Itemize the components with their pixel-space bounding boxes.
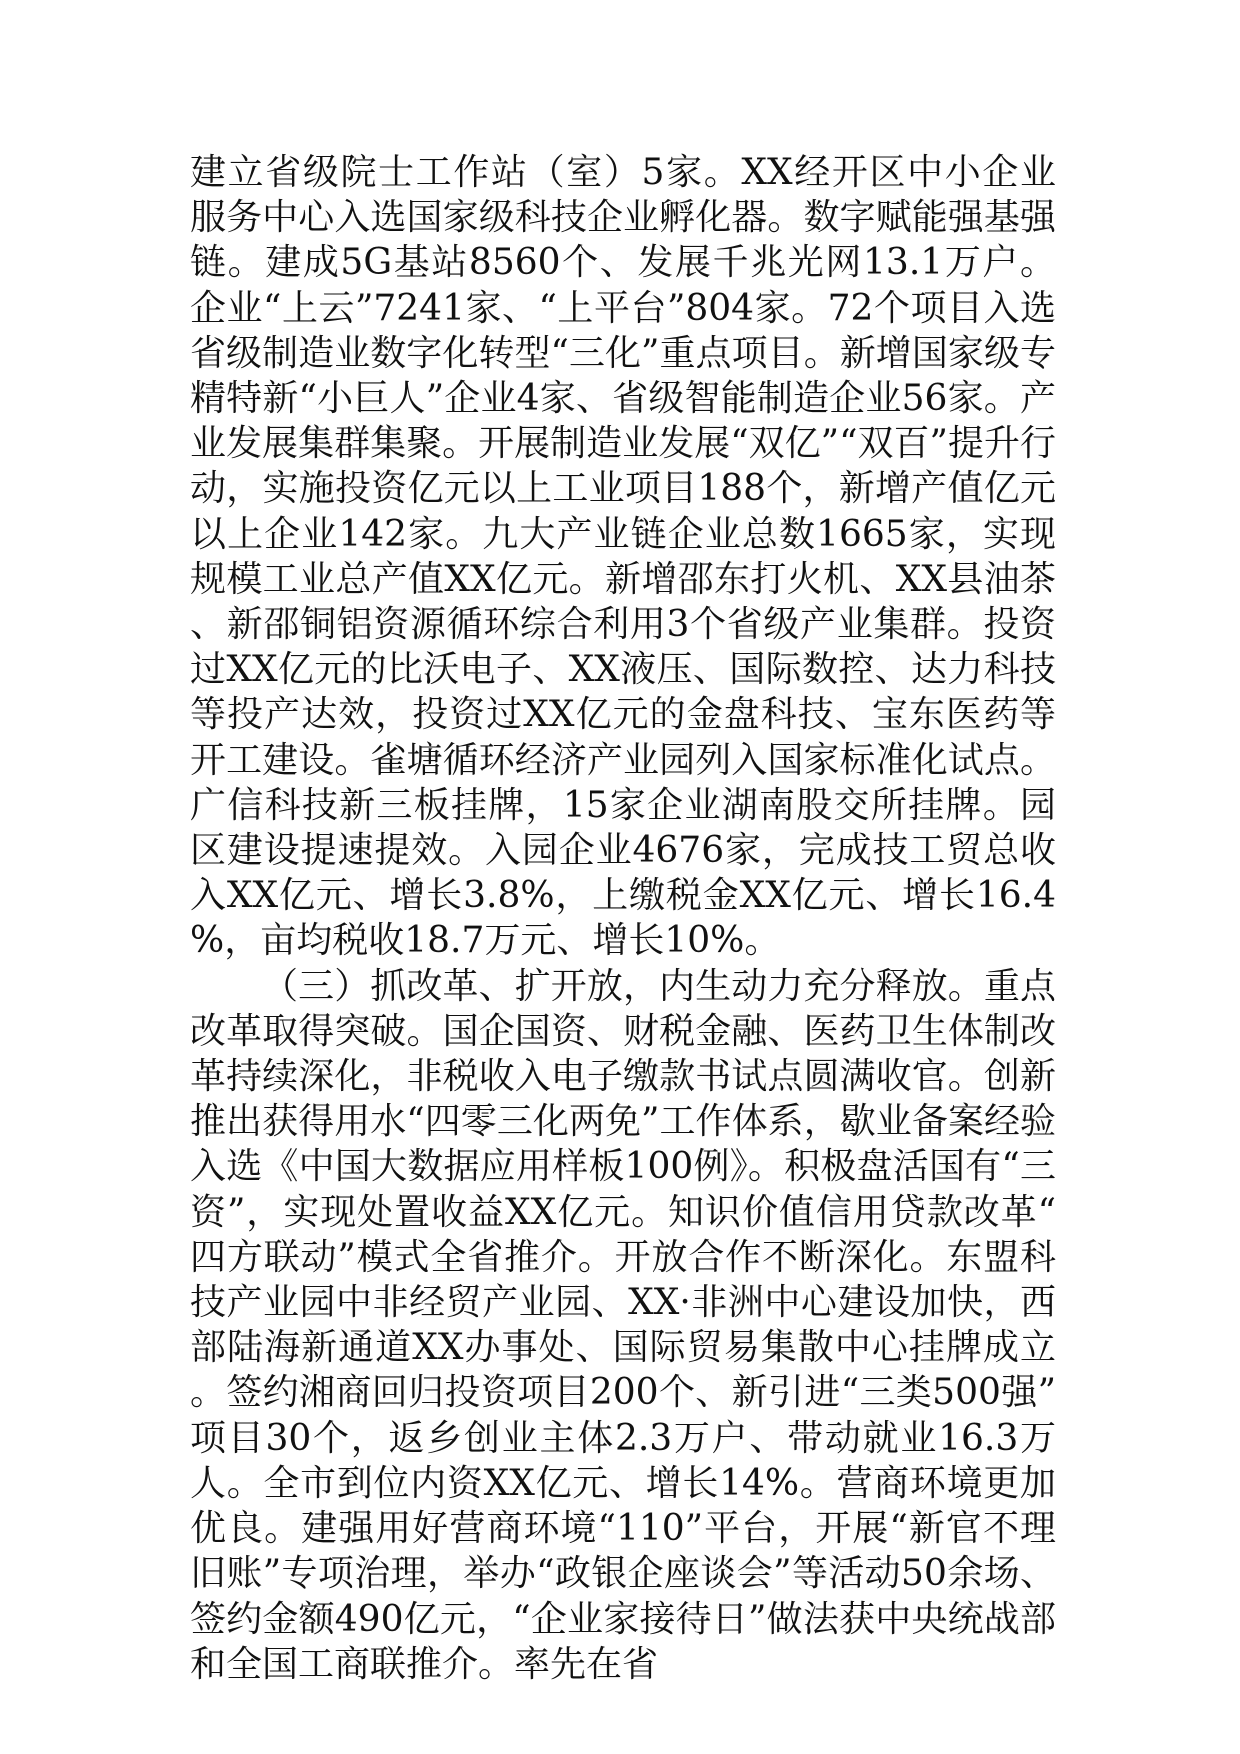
body-text <box>190 150 1056 1687</box>
paragraph-section-three: （三）抓改革、扩开放，内生动力充分释放。重点改革取得突破。国企国资、财税金融、医药卫生体制改革持续深化，非税收入电子缴款书试点圆满收官。创新推出获得用水“四零三化两免”工作体系，歇业备案经验入选《中国大数据应用样板100例》。积极盘活国有“三资”，实现处置收益XX亿元。知识价值信用贷款改革“四方联动”模式全省推介。开放合作不断深化。东盟科技产业园中非经贸产业园、XX·非洲中心建设加快，西部陆海新通道XX办事处、国际贸易集散中心挂牌成立。签约湘商回归投资项目200个、新引进“三类500强”项目30个，返乡创业主体2.3万户、带动就业16.3万人。全市到位内资XX亿元、增长14%。营商环境更加优良。建强用好营商环境“110”平台，开展“新官不理旧账”专项治理，举办“政银企座谈会”等活动50余场、签约金额490亿元，“企业家接待日”做法获中央统战部和全国工商联推介。率先在省 <box>190 965 1056 1685</box>
paragraph-continued: 建立省级院士工作站（室）5家。XX经开区中小企业服务中心入选国家级科技企业孵化器。数字赋能强基强链。建成5G基站8560个、发展千兆光网13.1万户。企业“上云”7241家、“上平台”804家。72个项目入选省级制造业数字化转型“三化”重点项目。新增国家级专精特新“小巨人”企业4家、省级智能制造企业56家。产业发展集群集聚。开展制造业发展“双亿”“双百”提升行动，实施投资亿元以上工业项目188个，新增产值亿元以上企业142家。九大产业链企业总数1665家，实现规模工业总产值XX亿元。新增邵东打火机、XX县油茶、新邵铜铝资源循环综合利用3个省级产业集群。投资过XX亿元的比沃电子、XX液压、国际数控、达力科技等投产达效，投资过XX亿元的金盘科技、宝东医药等开工建设。雀塘循环经济产业园列入国家标准化试点。广信科技新三板挂牌，15家企业湖南股交所挂牌。园区建设提速提效。入园企业4676家，完成技工贸总收入XX亿元、增长3.8%，上缴税金XX亿元、增长16.4%，亩均税收18.7万元、增长10%。 <box>190 152 1056 962</box>
